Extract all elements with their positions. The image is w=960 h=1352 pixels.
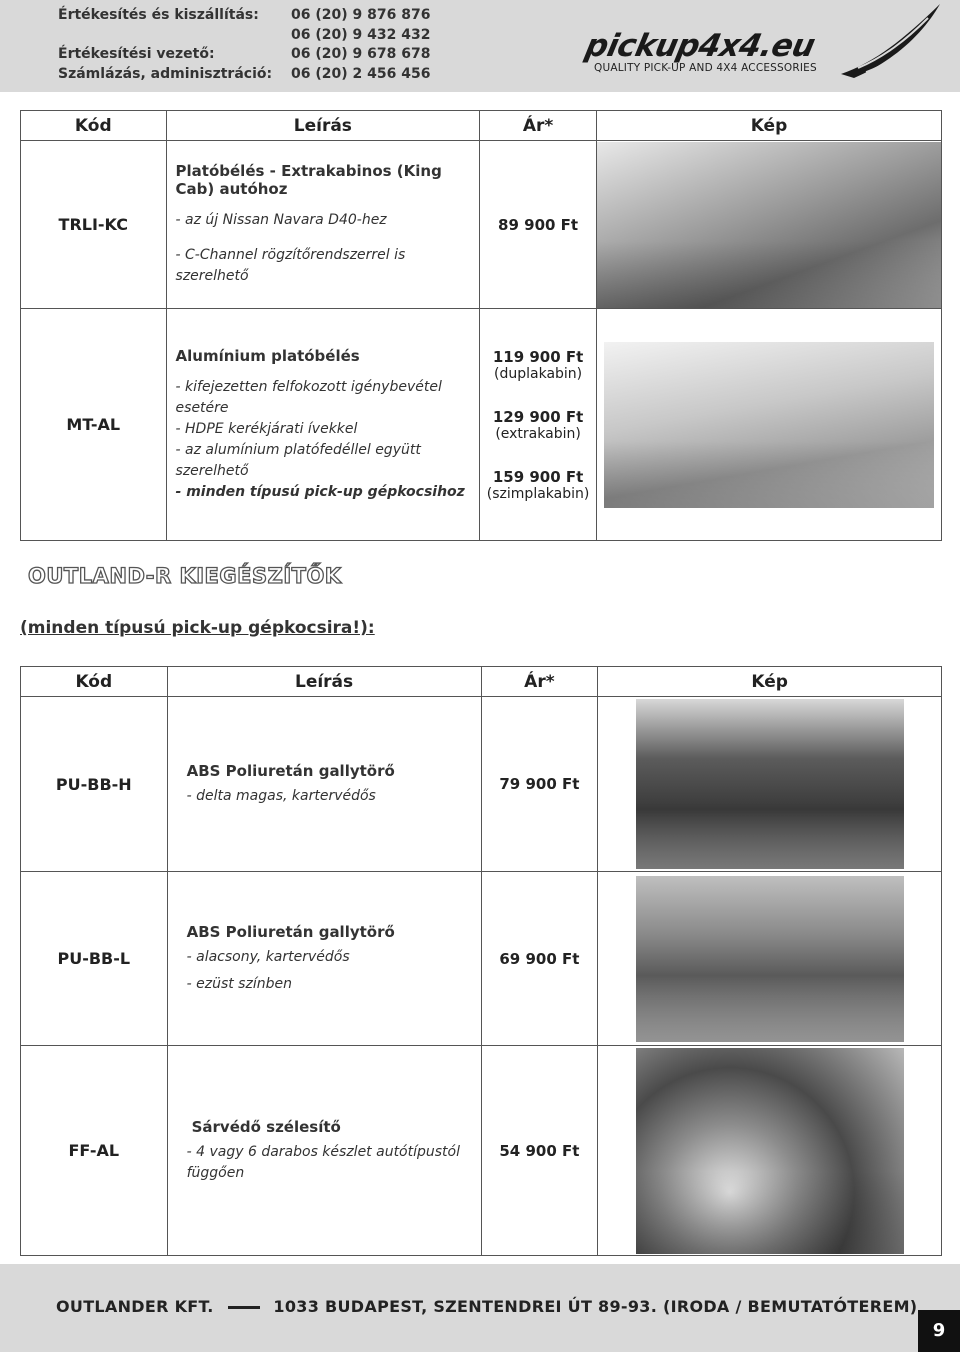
fender-flare-photo	[636, 1048, 904, 1254]
company-address: 1033 BUDAPEST, SZENTENDREI ÚT 89-93. (IRODA / BEMUTATÓTEREM)	[273, 1297, 918, 1316]
section-title: OUTLAND-R KIEGÉSZÍTŐK	[28, 564, 342, 588]
table-header-row	[21, 111, 942, 141]
price-option	[480, 468, 596, 502]
column-header-desc: Leírás	[167, 667, 481, 697]
product-code: TRLI-KC	[21, 141, 167, 309]
column-header-desc: Leírás	[166, 111, 480, 141]
table-row	[21, 1046, 942, 1256]
product-description	[166, 309, 480, 541]
price-note: (szimplakabin)	[486, 485, 590, 502]
contact-phone[interactable]: 06 (20) 9 432 432	[291, 26, 431, 43]
table-row	[21, 141, 942, 309]
swoosh-icon	[836, 2, 946, 82]
column-header-price: Ár*	[481, 667, 598, 697]
product-detail: - HDPE kerékjárati ívekkel	[175, 420, 358, 437]
contact-list	[58, 6, 431, 84]
product-description	[167, 697, 481, 872]
price-note: (duplakabin)	[494, 365, 583, 382]
column-header-price: Ár*	[480, 111, 597, 141]
product-detail: - alacsony, kartervédős	[186, 948, 350, 965]
dash-divider	[228, 1306, 260, 1309]
contact-label: Értékesítés és kiszállítás:	[58, 7, 259, 23]
logo-tagline: QUALITY PICK-UP AND 4X4 ACCESSORIES	[594, 62, 817, 74]
contact-label: Értékesítési vezető:	[58, 46, 215, 62]
bull-bar-high-photo	[636, 699, 904, 869]
table-row	[21, 309, 942, 541]
brand-logo[interactable]	[582, 10, 946, 82]
page-number: 9	[918, 1310, 960, 1352]
product-detail: - 4 vagy 6 darabos készlet autótípustól függően	[186, 1143, 460, 1181]
product-title: Platóbélés - Extrakabinos (King Cab) autóhoz	[175, 162, 442, 198]
product-image-cell	[598, 1046, 942, 1256]
product-title: Alumínium platóbélés	[175, 346, 360, 365]
product-image-cell	[598, 872, 942, 1046]
column-header-code: Kód	[21, 667, 168, 697]
price-option	[480, 348, 596, 382]
section-subtitle: (minden típusú pick-up gépkocsira!):	[20, 618, 375, 638]
contact-row	[58, 26, 431, 46]
table-row	[21, 872, 942, 1046]
product-code: PU-BB-H	[21, 697, 168, 872]
product-price: 89 900 Ft	[480, 141, 597, 309]
product-image-cell	[596, 309, 941, 541]
product-title: ABS Poliuretán gallytörő	[186, 761, 395, 780]
product-price-list	[480, 309, 597, 541]
column-header-image: Kép	[598, 667, 942, 697]
column-header-code: Kód	[21, 111, 167, 141]
price-value: 119 900 Ft	[492, 347, 584, 366]
contact-label	[58, 26, 291, 46]
product-code: FF-AL	[21, 1046, 168, 1256]
aluminium-liner-photo	[604, 342, 934, 508]
product-description	[167, 872, 481, 1046]
contact-phone[interactable]: 06 (20) 2 456 456	[291, 65, 431, 82]
product-image-cell	[598, 697, 942, 872]
contact-row	[58, 65, 431, 85]
price-option	[480, 408, 596, 442]
logo-text: pickup4x4.eu	[582, 28, 818, 64]
product-price: 79 900 Ft	[481, 697, 598, 872]
product-description	[166, 141, 480, 309]
table-header-row	[21, 667, 942, 697]
contact-label: Számlázás, adminisztráció:	[58, 65, 273, 82]
bull-bar-low-photo	[636, 876, 904, 1042]
product-detail: - delta magas, kartervédős	[186, 787, 376, 804]
product-description	[167, 1046, 481, 1256]
contact-phone[interactable]: 06 (20) 9 876 876	[291, 7, 431, 23]
product-title: ABS Poliuretán gallytörő	[186, 922, 395, 941]
product-title: Sárvédő szélesítő	[191, 1117, 341, 1136]
product-table-1	[20, 110, 942, 541]
truck-bed-liner-photo	[597, 142, 941, 308]
product-table-2	[20, 666, 942, 1256]
price-note: (extrakabin)	[495, 425, 581, 442]
page-header	[0, 0, 960, 92]
product-image-cell	[596, 141, 941, 309]
page-footer	[0, 1264, 960, 1352]
table-row	[21, 697, 942, 872]
company-name: OUTLANDER KFT.	[56, 1297, 214, 1316]
contact-row	[58, 45, 431, 65]
product-detail: - az alumínium platófedéllel együtt szerelhető	[175, 441, 421, 479]
column-header-image: Kép	[596, 111, 941, 141]
product-price: 69 900 Ft	[481, 872, 598, 1046]
product-detail: - ezüst színben	[186, 975, 292, 992]
price-value: 159 900 Ft	[492, 467, 584, 486]
product-code: PU-BB-L	[21, 872, 168, 1046]
price-value: 129 900 Ft	[492, 407, 584, 426]
product-detail: - kifejezetten felfokozott igénybevétel esetére	[175, 378, 442, 416]
product-price: 54 900 Ft	[481, 1046, 598, 1256]
contact-phone[interactable]: 06 (20) 9 678 678	[291, 46, 431, 62]
product-detail: - az új Nissan Navara D40-hez	[175, 212, 387, 228]
product-code: MT-AL	[21, 309, 167, 541]
footer-address	[56, 1297, 917, 1316]
contact-row	[58, 6, 431, 26]
product-detail: - minden típusú pick-up gépkocsihoz	[175, 483, 465, 500]
product-detail: - C-Channel rögzítőrendszerrel is szerelhető	[175, 247, 406, 284]
